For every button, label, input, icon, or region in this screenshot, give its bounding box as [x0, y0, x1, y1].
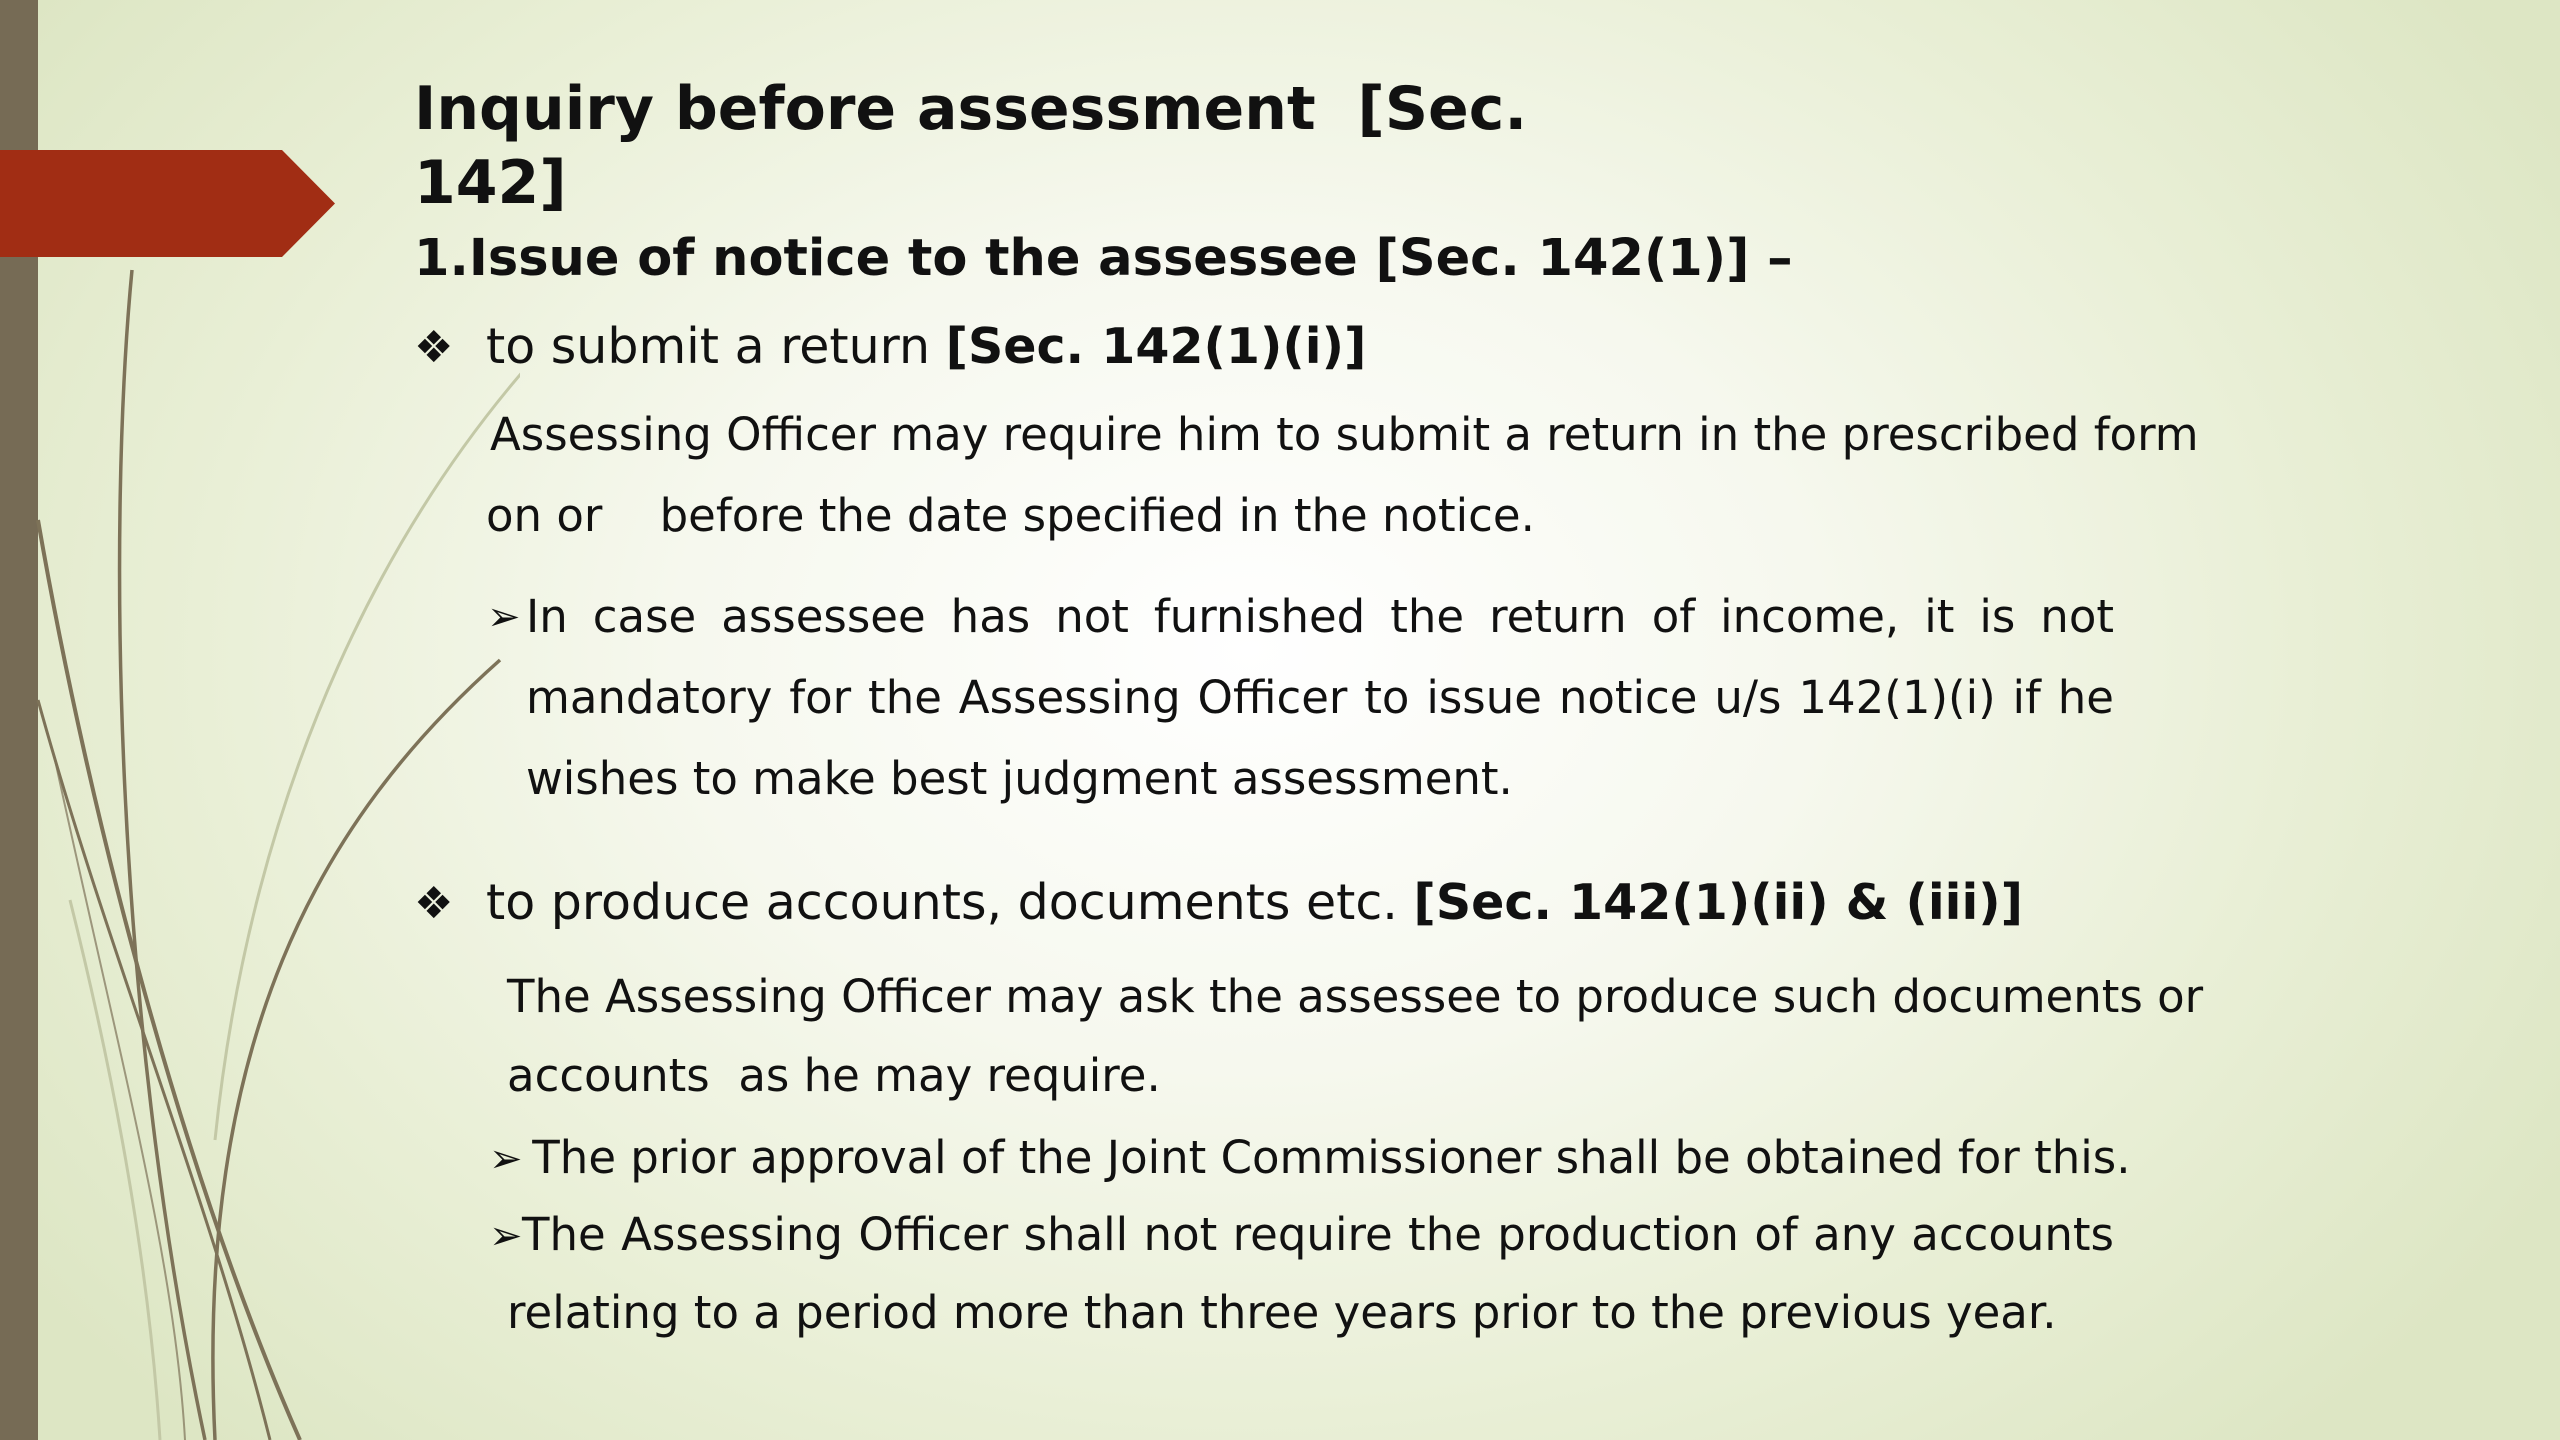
section1-sub-line1: In case assessee has not furnished the return of income, it is not [526, 590, 2114, 643]
slide-subtitle: 1.Issue of notice to the assessee [Sec. 142(1)] – [414, 229, 1793, 288]
diamond-bullet-icon: ❖ [414, 878, 454, 929]
section2-sub1: The prior approval of the Joint Commissioner shall be obtained for this. [518, 1131, 2131, 1184]
section1-sub-line3: wishes to make best judgment assessment. [526, 752, 1513, 805]
section1-para-line2: on or before the date specified in the notice. [486, 489, 1535, 542]
arrow-bullet-icon: ➢ [489, 1213, 523, 1259]
section2-heading-text: to produce accounts, documents etc. [486, 874, 1414, 931]
slide-title-line1: Inquiry before assessment [Sec. [414, 74, 1528, 144]
section1-heading [486, 318, 1366, 375]
diamond-bullet-icon: ❖ [414, 322, 454, 373]
slide-title [414, 72, 1528, 220]
section1-heading-ref: [Sec. 142(1)(i)] [945, 318, 1367, 375]
section2-heading [486, 874, 2023, 931]
arrow-bullet-icon: ➢ [487, 594, 521, 640]
title-arrow-tab [0, 150, 335, 257]
section1-sub-line2: mandatory for the Assessing Officer to issue notice u/s 142(1)(i) if he [526, 671, 2114, 724]
arrow-bullet-icon: ➢ [489, 1136, 523, 1182]
section2-sub2-line1: The Assessing Officer shall not require the production of any accounts [522, 1208, 2114, 1261]
section2-para-line2: accounts as he may require. [507, 1049, 1161, 1102]
section2-para-line1: The Assessing Officer may ask the assessee to produce such documents or [507, 970, 2204, 1023]
slide-title-line2: 142] [414, 148, 567, 218]
section2-heading-ref: [Sec. 142(1)(ii) & (iii)] [1413, 874, 2024, 931]
section1-heading-text: to submit a return [486, 318, 946, 375]
section2-sub2-line2: relating to a period more than three years prior to the previous year. [507, 1286, 2057, 1339]
section1-para-line1: Assessing Officer may require him to submit a return in the prescribed form [490, 408, 2199, 461]
